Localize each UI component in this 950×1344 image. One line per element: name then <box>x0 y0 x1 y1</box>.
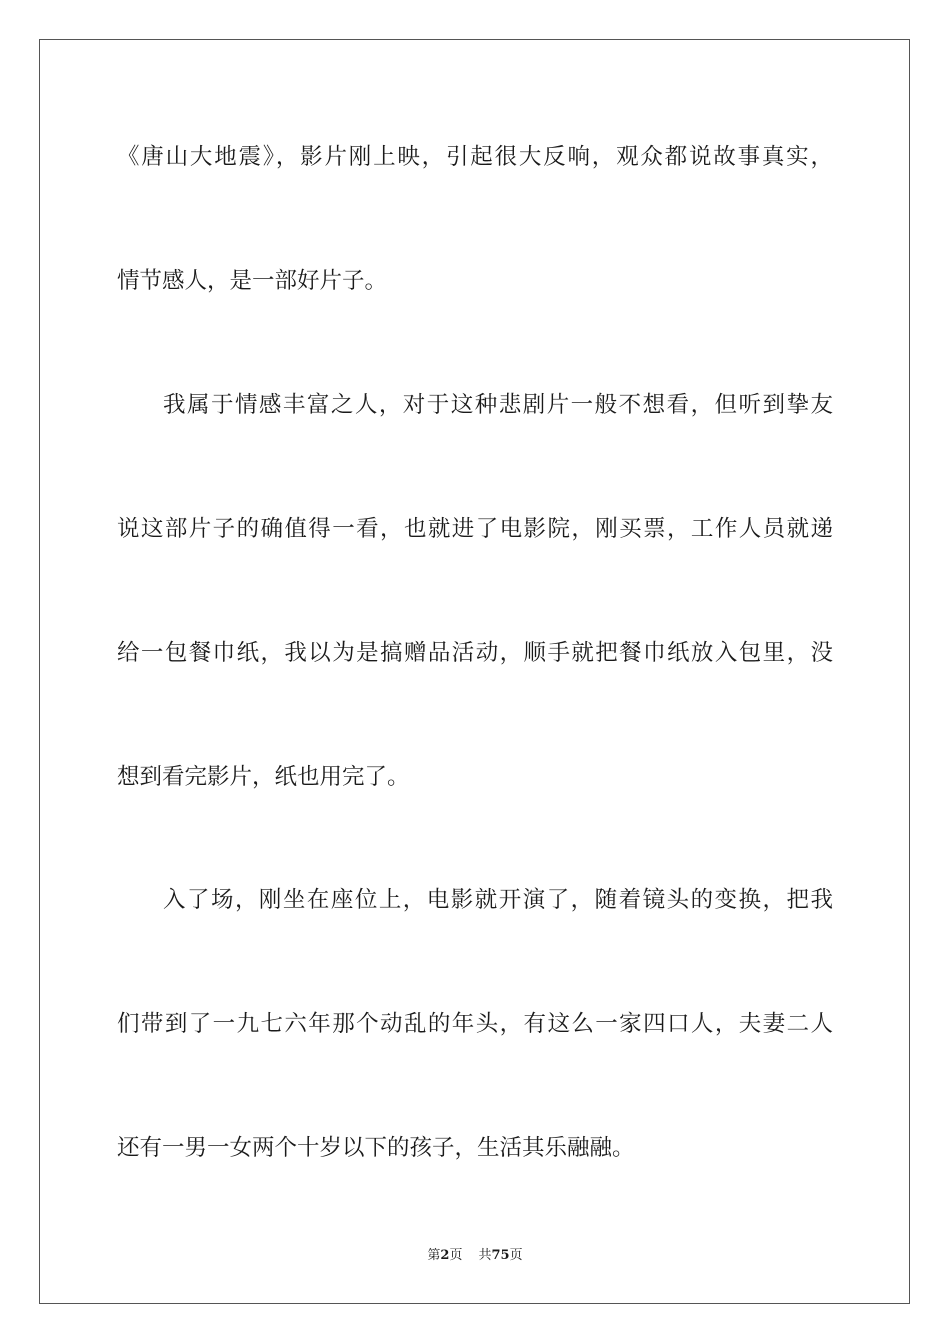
page-suffix: 页 <box>449 1248 463 1263</box>
text-line-2: 情节感人，是一部好片子。 <box>117 268 388 294</box>
total-suffix: 页 <box>509 1248 523 1263</box>
text-line-1: 《唐山大地震》，影片刚上映，引起很大反响，观众都说故事真实， <box>117 144 833 170</box>
page-footer <box>0 1246 950 1266</box>
text-line-6: 想到看完影片，纸也用完了。 <box>117 764 410 790</box>
total-pages: 75 <box>491 1248 510 1263</box>
page-number: 2 <box>440 1248 450 1263</box>
page-prefix: 第 <box>427 1248 441 1263</box>
page-border <box>39 39 910 1304</box>
text-line-7: 入了场，刚坐在座位上，电影就开演了，随着镜头的变换，把我 <box>163 887 833 913</box>
text-line-4: 说这部片子的确值得一看，也就进了电影院，刚买票，工作人员就递 <box>117 516 833 542</box>
total-prefix: 共 <box>478 1248 492 1263</box>
text-line-8: 们带到了一九七六年那个动乱的年头，有这么一家四口人，夫妻二人 <box>117 1011 833 1037</box>
text-line-3: 我属于情感丰富之人，对于这种悲剧片一般不想看，但听到挚友 <box>163 392 833 418</box>
text-line-9: 还有一男一女两个十岁以下的孩子，生活其乐融融。 <box>117 1135 635 1161</box>
text-line-5: 给一包餐巾纸，我以为是搞赠品活动，顺手就把餐巾纸放入包里，没 <box>117 640 833 666</box>
